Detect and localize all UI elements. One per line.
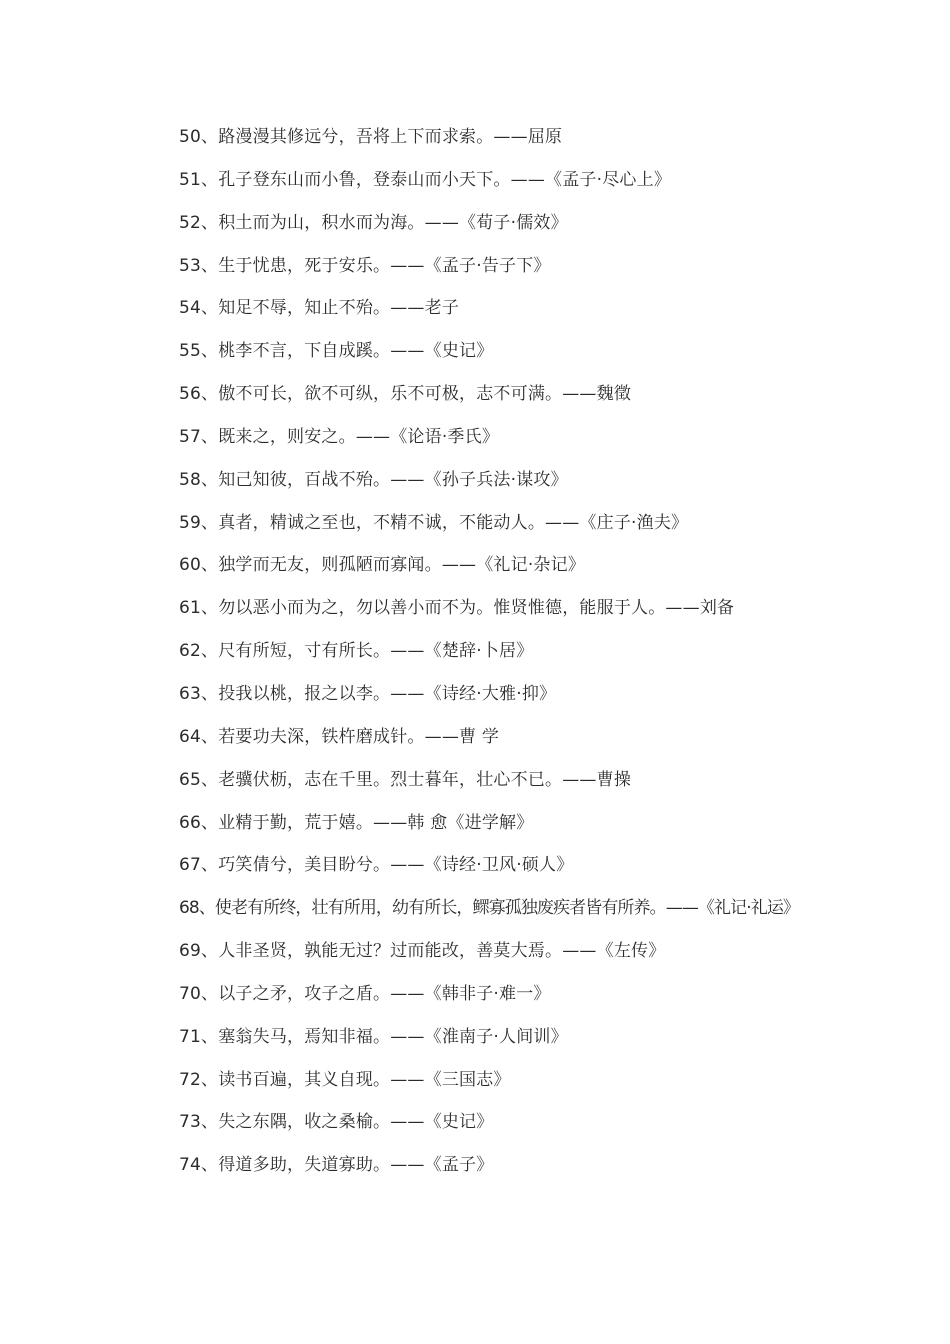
- quote-line-66: 66、业精于勤，荒于嬉。——韩 愈《进学解》: [179, 812, 534, 833]
- quote-line-70: 70、以子之矛，攻子之盾。——《韩非子·难一》: [179, 983, 551, 1004]
- quote-line-52: 52、积土而为山，积水而为海。——《荀子·儒效》: [179, 212, 568, 233]
- quote-line-51: 51、孔子登东山而小鲁，登泰山而小天下。——《孟子·尽心上》: [179, 169, 672, 190]
- quote-line-67: 67、巧笑倩兮，美目盼兮。——《诗经·卫风·硕人》: [179, 855, 574, 876]
- quote-line-73: 73、失之东隅，收之桑榆。——《史记》: [179, 1112, 494, 1133]
- quote-line-74: 74、得道多助，失道寡助。——《孟子》: [179, 1155, 494, 1176]
- quote-line-62: 62、尺有所短，寸有所长。——《楚辞·卜居》: [179, 641, 534, 662]
- quote-line-56: 56、傲不可长，欲不可纵，乐不可极，志不可满。——魏徵: [179, 384, 632, 405]
- quote-line-64: 64、若要功夫深，铁杵磨成针。——曹 学: [179, 726, 500, 747]
- quote-line-69: 69、人非圣贤，孰能无过？过而能改，善莫大焉。——《左传》: [179, 941, 666, 962]
- quote-line-59: 59、真者，精诚之至也，不精不诚，不能动人。——《庄子·渔夫》: [179, 512, 689, 533]
- quote-line-65: 65、老骥伏枥，志在千里。烈士暮年，壮心不已。——曹操: [179, 769, 632, 790]
- quote-line-68: 68、使老有所终，壮有所用，幼有所长，鳏寡孤独废疾者皆有所养。——《礼记·礼运》: [179, 898, 800, 919]
- quote-line-63: 63、投我以桃，报之以李。——《诗经·大雅·抑》: [179, 683, 557, 704]
- quote-line-55: 55、桃李不言，下自成蹊。——《史记》: [179, 341, 494, 362]
- quote-line-61: 61、勿以恶小而为之，勿以善小而不为。惟贤惟德，能服于人。——刘备: [179, 598, 735, 619]
- quote-line-72: 72、读书百遍，其义自现。——《三国志》: [179, 1069, 511, 1090]
- quote-line-60: 60、独学而无友，则孤陋而寡闻。——《礼记·杂记》: [179, 555, 586, 576]
- quote-list: [179, 123, 879, 1194]
- quote-line-57: 57、既来之，则安之。——《论语·季氏》: [179, 426, 500, 447]
- quote-line-58: 58、知己知彼，百战不殆。——《孙子兵法·谋攻》: [179, 469, 568, 490]
- quote-line-53: 53、生于忧患，死于安乐。——《孟子·告子下》: [179, 255, 551, 276]
- quote-line-50: 50、路漫漫其修远兮，吾将上下而求索。——屈原: [179, 127, 563, 147]
- quote-line-54: 54、知足不辱，知止不殆。——老子: [179, 298, 460, 319]
- quote-line-71: 71、塞翁失马，焉知非福。——《淮南子·人间训》: [179, 1026, 568, 1047]
